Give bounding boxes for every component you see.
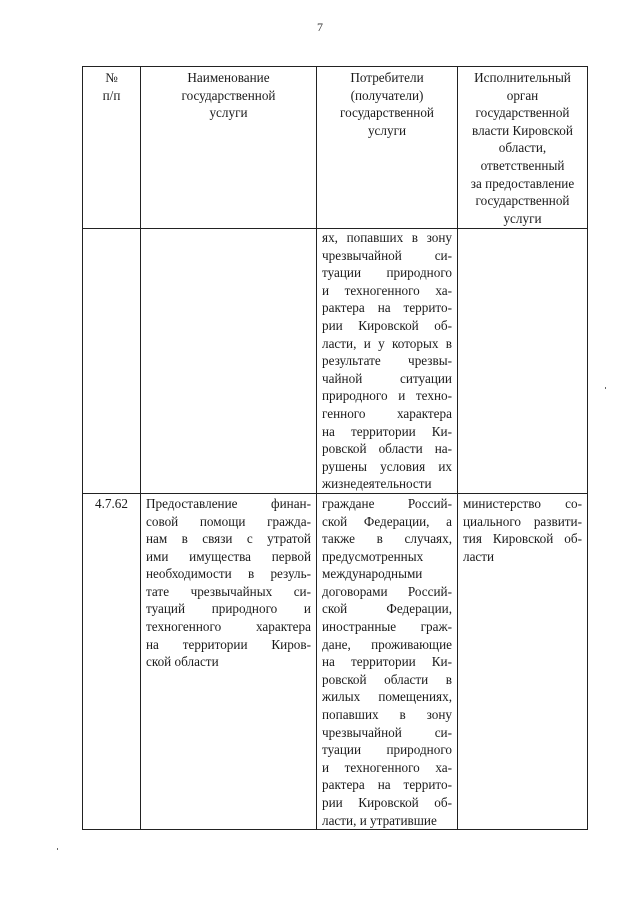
consumers-line: ровской области на- (322, 441, 452, 457)
header-line: государственной (475, 105, 570, 121)
consumers-line: рактера на террито- (322, 777, 452, 793)
authority-line: ласти (463, 548, 495, 564)
consumers-line: генного характера (322, 405, 452, 421)
header-line: орган (506, 87, 539, 103)
table-row (83, 493, 588, 829)
scan-speck (605, 387, 606, 389)
table-row (83, 229, 588, 494)
authority-line: циального развити- (463, 513, 582, 529)
consumers-line: ровской области в (322, 671, 452, 687)
consumers-line: ской Федерации, (322, 601, 452, 617)
header-line: власти Кировской (472, 122, 573, 138)
consumers-line: рии Кировской об- (322, 317, 452, 333)
service-name-line: необходимости в резуль- (146, 566, 311, 582)
row-number (83, 229, 141, 494)
consumers-line: чайной ситуации (322, 370, 452, 386)
consumers (317, 493, 458, 829)
header-line: государственной (340, 105, 434, 121)
consumers-line: на территории Ки- (322, 654, 452, 670)
table-header-row (83, 67, 588, 229)
service-name-line: Предоставление финан- (146, 495, 311, 511)
consumers-line: ской Федерации, а (322, 513, 452, 529)
scan-speck (57, 848, 58, 850)
consumers-line: дане, проживающие (322, 636, 452, 652)
consumers-line: ях, попавших в зону (322, 230, 452, 245)
consumers-line: и техногенного ха- (322, 759, 452, 775)
header-authority (458, 67, 588, 229)
authority-line: министерство со- (463, 495, 582, 511)
consumers-line: международными (322, 566, 423, 582)
header-line: услуги (209, 105, 248, 121)
consumers-line: также в случаях, (322, 531, 452, 547)
consumers-line: ласти, и утратившие (322, 812, 437, 828)
consumers-line: чрезвычайной си- (322, 247, 452, 263)
service-name-line: нам в связи с утратой (146, 531, 311, 547)
consumers-line: попавших в зону (322, 707, 452, 723)
header-line: п/п (102, 87, 121, 103)
service-name-line: туаций природного и (146, 601, 311, 617)
header-line: государственной (475, 193, 570, 209)
consumers-line: рушены условия их (322, 458, 452, 474)
authority-line: тия Кировской об- (463, 531, 582, 547)
consumers-line: на территории Ки- (322, 423, 452, 439)
consumers-line: жизнедеятельности (322, 476, 432, 492)
header-line: услуги (367, 122, 407, 138)
consumers-line: рии Кировской об- (322, 795, 452, 810)
consumers-line: и техногенного ха- (322, 282, 452, 298)
row-number (83, 493, 141, 829)
header-service-name (141, 67, 317, 229)
header-line: области, (498, 140, 547, 156)
service-name-line: на территории Киров- (146, 636, 311, 652)
header-number (83, 67, 141, 229)
header-line: ответственный (480, 157, 565, 173)
header-line: Потребители (350, 70, 424, 85)
header-line: Исполнительный (474, 70, 571, 85)
consumers-line: рактера на террито- (322, 300, 452, 316)
header-line: № (105, 70, 118, 85)
consumers-line: туации природного (322, 742, 452, 758)
authority (458, 229, 588, 494)
service-name-line: техногенного характера (146, 619, 311, 635)
authority (458, 493, 588, 829)
service-name (141, 229, 317, 494)
header-line: услуги (503, 210, 542, 226)
header-line: Наименование (187, 70, 270, 85)
consumers-line: иностранные граж- (322, 619, 452, 635)
consumers-line: жилых помещениях, (322, 689, 452, 705)
consumers-line: ласти, и у которых в (322, 335, 452, 351)
consumers-line: предусмотренных (322, 548, 424, 564)
header-line: (получатели) (350, 87, 424, 103)
consumers-line: граждане Россий- (322, 495, 452, 511)
service-name-line: совой помощи гражда- (146, 513, 311, 529)
consumers-line: результате чрезвы- (322, 353, 452, 369)
consumers-line: чрезвычайной си- (322, 724, 452, 740)
header-line: государственной (181, 87, 276, 103)
service-name-line: ской области (146, 654, 219, 670)
consumers-line: договорами Россий- (322, 583, 452, 599)
service-name-line: тате чрезвычайных си- (146, 583, 311, 599)
service-name-line: ими имущества первой (146, 548, 311, 564)
header-line: за предоставление (470, 175, 575, 191)
services-table (82, 66, 588, 830)
service-name (141, 493, 317, 829)
row-number-text: 4.7.62 (95, 495, 128, 511)
page-number: 7 (317, 20, 323, 34)
header-consumers (317, 67, 458, 229)
consumers-line: туации природного (322, 265, 452, 281)
consumers (317, 229, 458, 494)
consumers-line: природного и техно- (322, 388, 452, 404)
